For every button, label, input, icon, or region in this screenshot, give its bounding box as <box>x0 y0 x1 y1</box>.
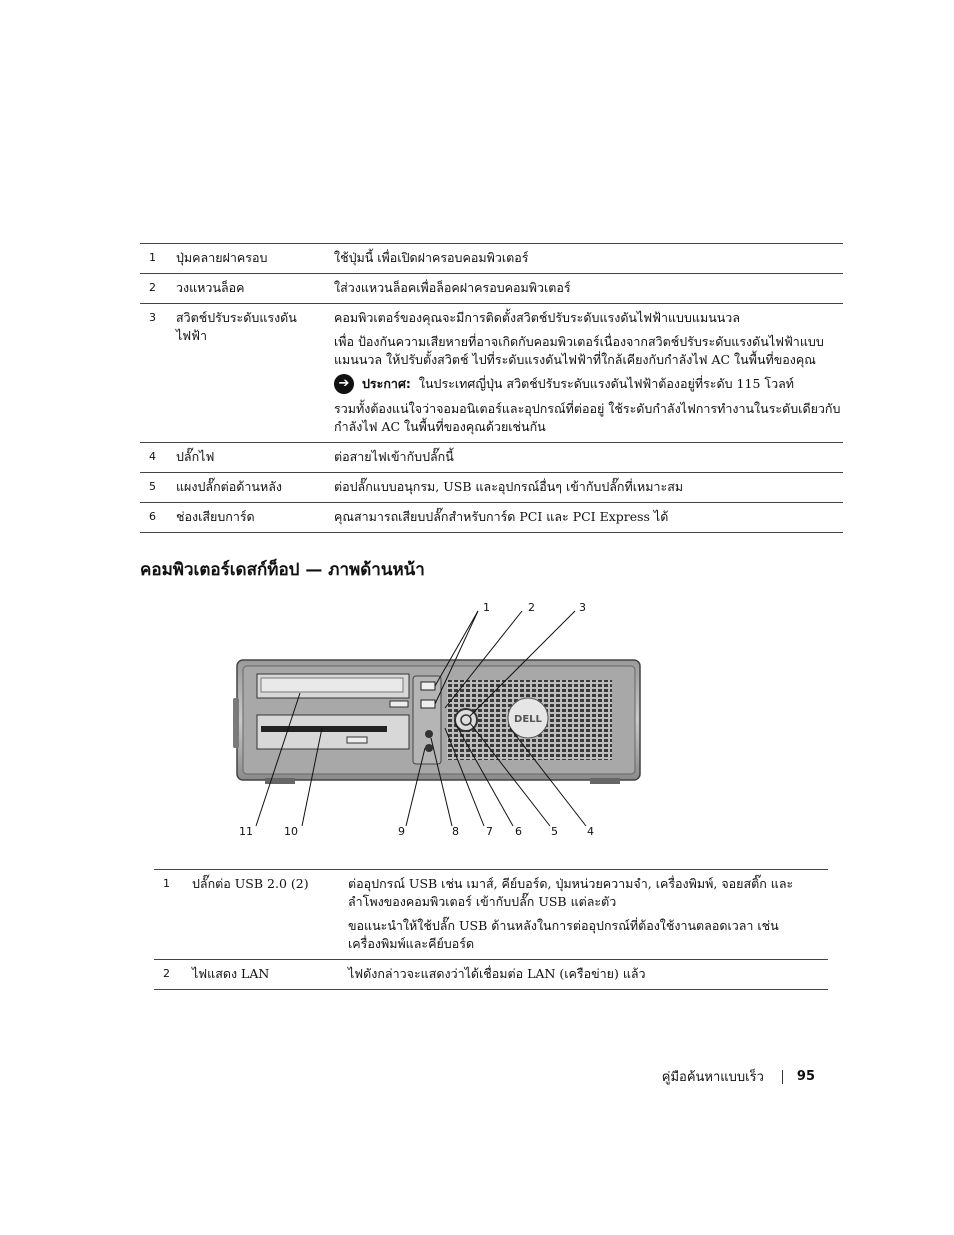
page-footer <box>600 1066 815 1087</box>
table-row <box>140 443 843 473</box>
row-number: 2 <box>163 967 170 980</box>
usb-port <box>421 700 435 708</box>
table-row <box>154 870 828 960</box>
notice-block <box>334 375 843 394</box>
usb-port <box>421 682 435 690</box>
row-term: ปุ่มคลายฝาครอบ <box>176 250 268 265</box>
callout-label: 4 <box>587 825 594 838</box>
row-number: 2 <box>149 281 156 294</box>
component-table-front <box>154 869 828 990</box>
row-number: 5 <box>149 480 156 493</box>
svg-text:DELL: DELL <box>514 714 542 725</box>
row-number: 6 <box>149 510 156 523</box>
row-description: ต่อปลั๊กแบบอนุกรม, USB และอุปกรณ์อื่นๆ เข้ากับปลั๊กที่เหมาะสม <box>334 479 684 494</box>
table-row <box>154 960 828 990</box>
table-row <box>140 274 843 304</box>
footer-title: คู่มือค้นหาแบบเร็ว <box>661 1070 764 1085</box>
row-term: ช่องเสียบการ์ด <box>176 509 255 524</box>
row-description: คอมพิวเตอร์ของคุณจะมีการติดตั้งสวิตช์ปรับระดับแรงดันไฟฟ้าแบบแมนนวล เพื่อ ป้องกันความเสียหายที่อาจเกิดกับคอมพิวเตอร์เนื่องจากสวิตช์ปรับระดับแรงดันไฟฟ้าแบบแมนนวล ให้ปรับตั้งสวิตช์ ไปที่ระดับแรงดันไฟฟ้าที่ใกล้เคียงกับกำลังไฟ AC ในพื้นที่ของคุณ ➔ ประกาศ: ในประเทศญี่ปุ่น สวิตช์ปรับระดับแรงดันไฟฟ้าต้องอยู่ที่ระดับ 115 โวลท์ รวมทั้งต้องแน่ใจว่าจอมอนิเตอร์และอุปกรณ์ที่ต่ออยู่ ใช้ระดับกำลังไฟการทำงานในระดับเดียวกับกำลังไฟ AC ในพื้นที่ของคุณด้วยเช่นกัน <box>334 304 843 442</box>
notice-text: ในประเทศญี่ปุ่น สวิตช์ปรับระดับแรงดันไฟฟ้าต้องอยู่ที่ระดับ 115 โวลท์ <box>418 376 795 391</box>
row-description: ใช้ปุ่มนี้ เพื่อเปิดฝาครอบคอมพิวเตอร์ <box>334 250 529 265</box>
callout-label: 6 <box>515 825 522 838</box>
row-number: 1 <box>149 251 156 264</box>
table-row <box>140 473 843 503</box>
callout-label: 5 <box>551 825 558 838</box>
notice-arrow-icon: ➔ <box>334 374 354 394</box>
row-term: ไฟแสดง LAN <box>192 966 270 981</box>
row-description: ต่ออุปกรณ์ USB เช่น เมาส์, คีย์บอร์ด, ปุ่มหน่วยความจำ, เครื่องพิมพ์, จอยสติ๊ก และลำโพงของคอมพิวเตอร์ เข้ากับปลั๊ก USB แต่ละตัว ขอแนะนำให้ใช้ปลั๊ก USB ด้านหลังในการต่ออุปกรณ์ที่ต้องใช้งานตลอดเวลา เช่นเครื่องพิมพ์และคีย์บอร์ด <box>348 876 794 951</box>
headphone-jack <box>425 730 433 738</box>
page-number: 95 <box>796 1069 815 1084</box>
table-row <box>140 503 843 533</box>
callout-label: 3 <box>579 601 586 614</box>
notice-label: ประกาศ: <box>362 376 411 391</box>
microphone-jack <box>425 744 433 752</box>
row-term: สวิตช์ปรับระดับแรงดันไฟฟ้า <box>176 310 297 343</box>
row-term: ปลั๊กต่อ USB 2.0 (2) <box>192 876 309 891</box>
callout-label: 10 <box>284 825 298 838</box>
table-row <box>140 304 843 443</box>
row-number: 3 <box>149 311 156 324</box>
footer-divider <box>782 1070 783 1084</box>
row-number: 4 <box>149 450 156 463</box>
callout-label: 2 <box>528 601 535 614</box>
row-description: ใส่วงแหวนล็อคเพื่อล็อคฝาครอบคอมพิวเตอร์ <box>334 280 571 295</box>
callout-label: 9 <box>398 825 405 838</box>
row-number: 1 <box>163 877 170 890</box>
callout-label: 11 <box>239 825 253 838</box>
callout-label: 8 <box>452 825 459 838</box>
section-heading: คอมพิวเตอร์เดสก์ท็อป — ภาพด้านหน้า <box>140 560 425 580</box>
computer-front-illustration <box>225 598 645 840</box>
callout-label: 1 <box>483 601 490 614</box>
row-term: ปลั๊กไฟ <box>176 449 215 464</box>
component-table-back <box>140 243 843 533</box>
callout-label: 7 <box>486 825 493 838</box>
row-description: ต่อสายไฟเข้ากับปลั๊กนี้ <box>334 449 454 464</box>
table-row <box>140 244 843 274</box>
row-description: ไฟดังกล่าวจะแสดงว่าได้เชื่อมต่อ LAN (เครือข่าย) แล้ว <box>348 966 646 981</box>
row-description: คุณสามารถเสียบปลั๊กสำหรับการ์ด PCI และ PCI Express ได้ <box>334 509 669 524</box>
row-term: แผงปลั๊กต่อด้านหลัง <box>176 479 282 494</box>
row-term: วงแหวนล็อค <box>176 280 245 295</box>
